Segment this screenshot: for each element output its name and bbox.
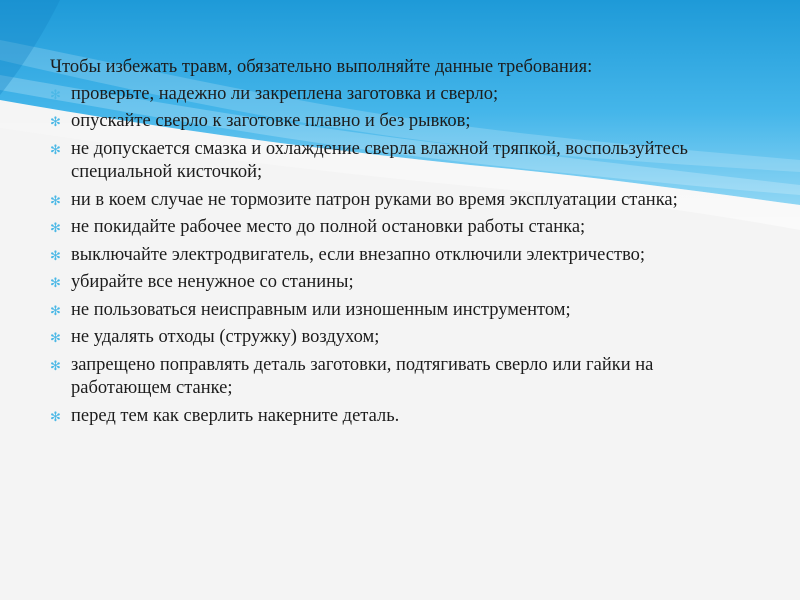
text-content xyxy=(50,56,755,432)
list-item xyxy=(50,271,755,295)
bullet-icon: ✻ xyxy=(50,357,61,373)
bullet-icon: ✻ xyxy=(50,302,61,318)
list-item xyxy=(50,354,755,401)
list-item xyxy=(50,83,755,107)
list-item-text: не удалять отходы (стружку) воздухом; xyxy=(71,327,380,347)
bullet-icon: ✻ xyxy=(50,408,61,424)
list-item-text: ни в коем случае не тормозите патрон руками во время эксплуатации станка; xyxy=(71,189,678,210)
list-item-text: не покидайте рабочее место до полной остановки работы станка; xyxy=(71,217,586,237)
list-item xyxy=(50,189,755,213)
bullet-icon: ✻ xyxy=(50,275,61,290)
list-item-text: убирайте все ненужное со станины; xyxy=(71,272,354,292)
list-item xyxy=(50,138,755,185)
list-item xyxy=(50,216,755,240)
bullet-icon: ✻ xyxy=(50,114,61,129)
bullet-icon: ✻ xyxy=(50,192,61,208)
list-item-text: не допускается смазка и охлаждение сверла влажной тряпкой, воспользуйтесь специальной кисточкой; xyxy=(71,138,688,182)
list-item-text: перед тем как сверлить накерните деталь. xyxy=(71,405,400,426)
list-item xyxy=(50,244,755,268)
bullet-icon: ✻ xyxy=(50,220,61,235)
list-item xyxy=(50,299,755,323)
bullet-icon: ✻ xyxy=(50,330,61,345)
list-item-text: выключайте электродвигатель, если внезапно отключили электричество; xyxy=(71,244,646,265)
list-item-text: опускайте сверло к заготовке плавно и без рывков; xyxy=(71,111,471,131)
list-item xyxy=(50,110,755,134)
bullet-icon: ✻ xyxy=(50,141,61,157)
bullet-icon: ✻ xyxy=(50,86,61,102)
bullet-icon: ✻ xyxy=(50,247,61,263)
list-item-text: запрещено поправлять деталь заготовки, подтягивать сверло или гайки на работающем станке; xyxy=(71,354,654,398)
list-item xyxy=(50,405,755,429)
intro-text: Чтобы избежать травм, обязательно выполняйте данные требования: xyxy=(50,57,593,77)
requirements-list xyxy=(50,83,755,429)
list-item xyxy=(50,326,755,350)
list-item-text: проверьте, надежно ли закреплена заготовка и сверло; xyxy=(71,83,499,104)
list-item-text: не пользоваться неисправным или изношенным инструментом; xyxy=(71,299,571,320)
